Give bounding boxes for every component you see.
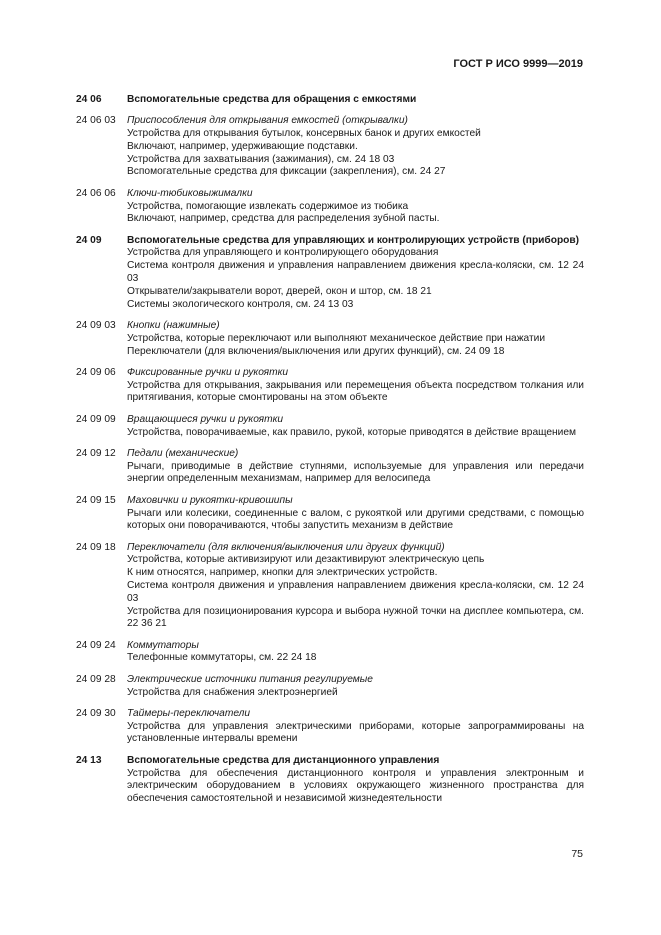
classification-entry xyxy=(76,115,584,179)
entry-title: Ключи-тюбиковыжималки xyxy=(127,187,253,199)
entry-code: 24 09 12 xyxy=(76,447,116,459)
entry-description-line: Устройства для открывания, закрывания или перемещения объекта посредством толкания или притягивания, которые смонтированы на этом объекте xyxy=(127,379,584,404)
entry-description-line: Открыватели/закрыватели ворот, дверей, окон и штор, см. 18 21 xyxy=(127,285,432,297)
entry-code: 24 09 06 xyxy=(76,366,116,378)
page-number: 75 xyxy=(571,848,583,860)
entry-code: 24 09 24 xyxy=(76,639,116,651)
entry-description-line: Устройства для позиционирования курсора и выбора нужной точки на дисплее компьютера, см. 22 36 21 xyxy=(127,605,584,630)
entry-body xyxy=(127,94,584,107)
entry-code: 24 09 09 xyxy=(76,413,116,425)
classification-entry xyxy=(76,708,584,746)
entry-body xyxy=(127,640,584,666)
classification-entry xyxy=(76,188,584,226)
entry-description-line: Устройства, которые переключают или выполняют механическое действие при нажатии xyxy=(127,332,546,344)
classification-entry xyxy=(76,414,584,440)
entry-title: Педали (механические) xyxy=(127,447,239,459)
entry-title: Таймеры-переключатели xyxy=(127,707,251,719)
entry-title: Кнопки (нажимные) xyxy=(127,319,220,331)
entry-title: Коммутаторы xyxy=(127,639,199,651)
entry-code: 24 09 28 xyxy=(76,673,116,685)
classification-entry xyxy=(76,755,584,806)
entry-description-line: Устройства для обеспечения дистанционного контроля и управления электронным и электрическим оборудованием в условиях окружающего жизненного пространства для обеспечения самостоятельной и независимой жизнедеятельности xyxy=(127,767,584,805)
classification-entry xyxy=(76,235,584,312)
entry-description-line: Телефонные коммутаторы, см. 22 24 18 xyxy=(127,652,317,664)
entry-code: 24 09 18 xyxy=(76,541,116,553)
entry-code: 24 09 03 xyxy=(76,319,116,331)
entry-title: Переключатели (для включения/выключения или других функций) xyxy=(127,541,445,553)
entry-title: Вращающиеся ручки и рукоятки xyxy=(127,413,284,425)
entry-description-line: Устройства, которые активизируют или дезактивируют электрическую цепь xyxy=(127,554,485,566)
entry-description-line: Устройства для управляющего и контролирующего оборудования xyxy=(127,247,439,259)
document-body xyxy=(76,94,584,814)
entry-description-line: Система контроля движения и управления направлением движения кресла-коляски, см. 12 24 03 xyxy=(127,260,584,285)
entry-title: Приспособления для открывания емкостей (открывалки) xyxy=(127,115,408,127)
entry-description-line: Рычаги, приводимые в действие ступнями, используемые для управления или передачи энергии определенным механизмам, например для велосипеда xyxy=(127,460,584,485)
entry-description-line: Устройства для открывания бутылок, консервных банок и других емкостей xyxy=(127,128,481,140)
classification-entry xyxy=(76,367,584,405)
entry-description-line: Система контроля движения и управления направлением движения кресла-коляски, см. 12 24 03 xyxy=(127,580,584,604)
entry-title: Вспомогательные средства для дистанционного управления xyxy=(127,754,440,766)
entry-description-line: Вспомогательные средства для фиксации (закрепления), см. 24 27 xyxy=(127,166,446,178)
entry-body xyxy=(127,542,584,632)
entry-body xyxy=(127,414,584,440)
entry-description-line: Системы экологического контроля, см. 24 13 03 xyxy=(127,298,354,310)
entry-description-line: Устройства для снабжения электроэнергией xyxy=(127,686,338,698)
entry-body xyxy=(127,674,584,700)
entry-description-line: Устройства для управления электрическими приборами, которые запрограммированы на установленные интервалы времени xyxy=(127,720,584,745)
entry-code: 24 06 xyxy=(76,94,102,105)
entry-code: 24 06 03 xyxy=(76,115,116,127)
entry-description-line: Рычаги или колесики, соединенные с валом, с рукояткой или другими средствами, с помощью которых они поворачиваются, чтобы запустить механизм в действие xyxy=(127,507,584,532)
document-header: ГОСТ Р ИСО 9999—2019 xyxy=(453,58,583,70)
entry-body xyxy=(127,367,584,405)
entry-code: 24 09 30 xyxy=(76,707,116,719)
entry-title: Электрические источники питания регулируемые xyxy=(127,673,373,685)
classification-entry xyxy=(76,320,584,358)
entry-body xyxy=(127,708,584,746)
entry-body xyxy=(127,495,584,533)
entry-title: Вспомогательные средства для обращения с емкостями xyxy=(127,94,417,105)
entry-body xyxy=(127,115,584,179)
classification-entry xyxy=(76,640,584,666)
entry-body xyxy=(127,235,584,312)
classification-entry xyxy=(76,495,584,533)
entry-code: 24 06 06 xyxy=(76,187,116,199)
entry-title: Вспомогательные средства для управляющих и контролирующих устройств (приборов) xyxy=(127,234,580,246)
entry-description-line: Переключатели (для включения/выключения или других функций), см. 24 09 18 xyxy=(127,345,505,357)
entry-code: 24 09 xyxy=(76,234,102,246)
classification-entry xyxy=(76,94,584,107)
entry-title: Фиксированные ручки и рукоятки xyxy=(127,366,289,378)
entry-description-line: Включают, например, удерживающие подставки. xyxy=(127,140,358,152)
entry-description-line: К ним относятся, например, кнопки для электрических устройств. xyxy=(127,567,438,579)
classification-entry xyxy=(76,542,584,632)
entry-body xyxy=(127,755,584,806)
entry-description-line: Устройства, помогающие извлекать содержимое из тюбика xyxy=(127,200,409,212)
entry-description-line: Устройства для захватывания (зажимания), см. 24 18 03 xyxy=(127,153,395,165)
entry-body xyxy=(127,320,584,358)
entry-code: 24 09 15 xyxy=(76,494,116,506)
classification-entry xyxy=(76,448,584,486)
entry-body xyxy=(127,448,584,486)
classification-entry xyxy=(76,674,584,700)
entry-title: Маховички и рукоятки-кривошипы xyxy=(127,494,293,506)
entry-description-line: Включают, например, средства для распределения зубной пасты. xyxy=(127,213,440,225)
entry-description-line: Устройства, поворачиваемые, как правило, рукой, которые приводятся в действие вращением xyxy=(127,426,577,438)
entry-code: 24 13 xyxy=(76,754,102,766)
entry-body xyxy=(127,188,584,226)
